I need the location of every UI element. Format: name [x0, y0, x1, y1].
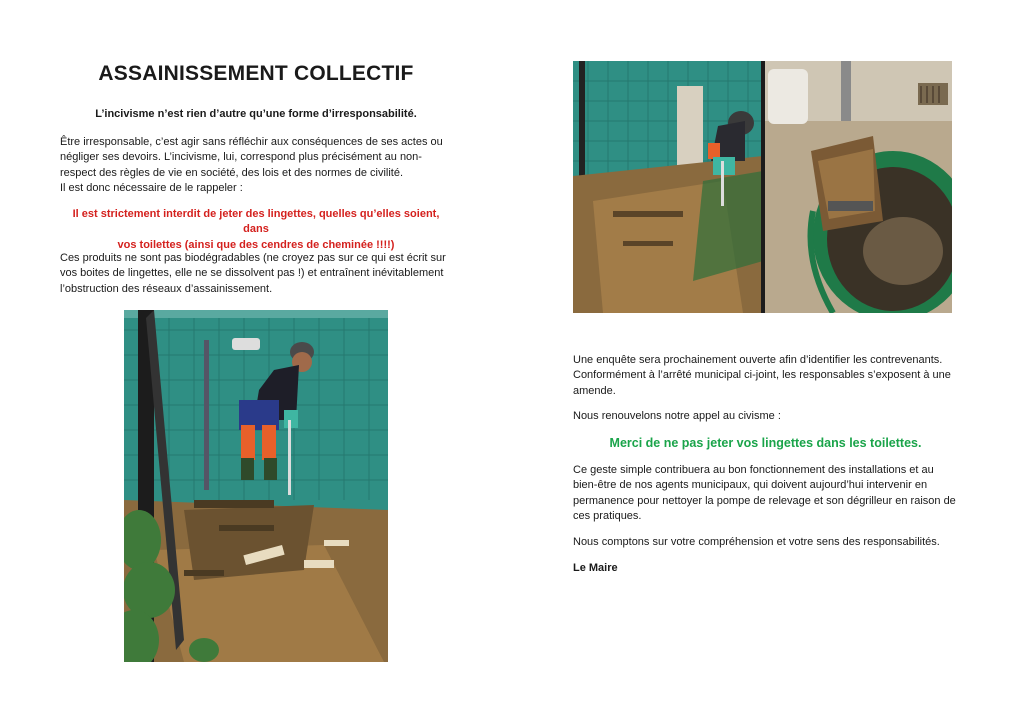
- pump-station-photos: [573, 61, 952, 313]
- text-line: négliger ses devoirs. L’incivisme, lui, correspond plus précisément au non-: [60, 151, 422, 164]
- text-line: Conformément à l’arrêté municipal ci-joint, les responsables s’exposent à une: [573, 369, 951, 382]
- text-line: l’obstruction des réseaux d’assainissement.: [60, 282, 273, 295]
- warning-notice: [60, 207, 452, 253]
- appeal-message: Merci de ne pas jeter vos lingettes dans les toilettes.: [609, 436, 922, 450]
- gesture-paragraph: [573, 463, 973, 524]
- text-line: ces pratiques.: [573, 509, 642, 522]
- worker-cleaning-photo: [124, 310, 388, 662]
- text-line: Ce geste simple contribuera au bon fonctionnement des installations et au: [573, 464, 934, 476]
- page-title: ASSAINISSEMENT COLLECTIF: [98, 62, 414, 85]
- text-line: Il est donc nécessaire de le rappeler :: [60, 181, 243, 194]
- civism-call: Nous renouvelons notre appel au civisme :: [573, 410, 781, 422]
- intro-paragraph: [60, 135, 460, 196]
- text-line: bien-être de nos agents municipaux, qui doivent aujourd’hui intervenir en: [573, 479, 928, 492]
- warning-line: Il est strictement interdit de jeter des lingettes, quelles qu’elles soient, dans: [72, 208, 440, 236]
- inquiry-paragraph: [573, 353, 973, 399]
- text-line: Une enquête sera prochainement ouverte afin d’identifier les contrevenants.: [573, 354, 943, 366]
- text-line: vos boites de lingettes, elle ne se dissolvent pas !) et entraînent inévitablement: [60, 267, 444, 280]
- text-line: Être irresponsable, c’est agir sans réfléchir aux conséquences de ses actes ou: [60, 136, 443, 148]
- closing-paragraph: Nous comptons sur votre compréhension et votre sens des responsabilités.: [573, 536, 940, 548]
- subtitle: L’incivisme n’est rien d’autre qu’une forme d’irresponsabilité.: [95, 108, 417, 120]
- text-line: permanence pour nettoyer la pompe de relevage et son dégrilleur en raison de: [573, 494, 956, 507]
- text-line: respect des règles de vie en société, des lois et des normes de civilité.: [60, 166, 404, 179]
- text-line: Ces produits ne sont pas biodégradables (ne croyez pas sur ce qui est écrit sur: [60, 252, 446, 264]
- signature: Le Maire: [573, 562, 618, 574]
- warning-line: vos toilettes (ainsi que des cendres de cheminée !!!!): [117, 238, 395, 251]
- text-line: amende.: [573, 384, 616, 397]
- products-paragraph: [60, 251, 460, 297]
